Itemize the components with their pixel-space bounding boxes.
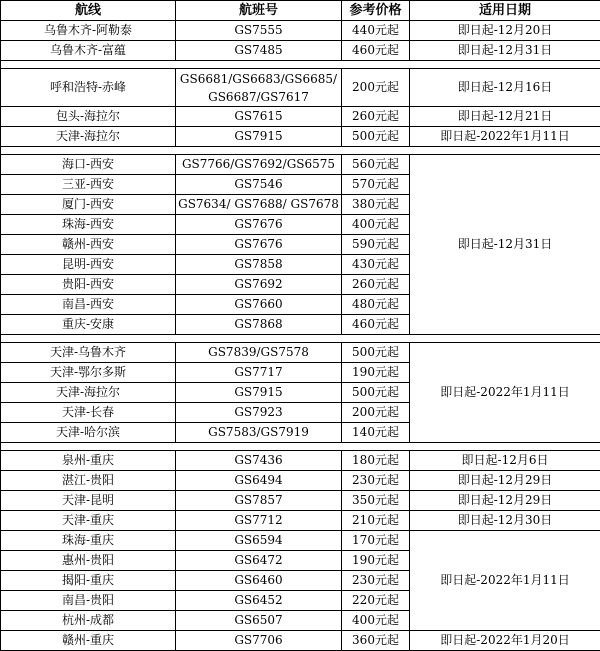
price-cell: 460元起 — [342, 41, 410, 61]
fare-row — [1, 107, 600, 127]
price-cell: 430元起 — [342, 255, 410, 275]
price-cell: 230元起 — [342, 471, 410, 491]
price-cell: 260元起 — [342, 275, 410, 295]
spacer-cell — [1, 147, 600, 155]
flight-number-cell: GS7868 — [176, 315, 342, 335]
price-cell: 200元起 — [342, 69, 410, 107]
price-cell: 210元起 — [342, 511, 410, 531]
price-cell: 200元起 — [342, 403, 410, 423]
route-cell: 杭州-成都 — [1, 611, 176, 631]
price-cell: 500元起 — [342, 343, 410, 363]
period-cell: 即日起-12月21日 — [410, 107, 600, 127]
flight-number-cell: GS7915 — [176, 127, 342, 147]
flight-number-cell: GS7706 — [176, 631, 342, 651]
flight-number-cell: GS7712 — [176, 511, 342, 531]
route-cell: 南昌-西安 — [1, 295, 176, 315]
spacer-cell — [1, 61, 600, 69]
price-cell: 380元起 — [342, 195, 410, 215]
route-cell: 贵阳-西安 — [1, 275, 176, 295]
route-cell: 湛江-贵阳 — [1, 471, 176, 491]
flight-number-cell: GS7634/ GS7688/ GS7678 — [176, 195, 342, 215]
group-spacer-row — [1, 61, 600, 69]
fare-row — [1, 21, 600, 41]
flight-number-cell: GS7555 — [176, 21, 342, 41]
period-cell: 即日起-12月31日 — [410, 155, 600, 335]
price-cell: 500元起 — [342, 127, 410, 147]
price-cell: 400元起 — [342, 611, 410, 631]
period-cell: 即日起-2022年1月11日 — [410, 127, 600, 147]
flight-number-cell: GS7858 — [176, 255, 342, 275]
route-cell: 珠海-重庆 — [1, 531, 176, 551]
route-cell: 南昌-贵阳 — [1, 591, 176, 611]
price-cell: 480元起 — [342, 295, 410, 315]
flight-number-cell: GS7717 — [176, 363, 342, 383]
route-cell: 珠海-西安 — [1, 215, 176, 235]
route-cell: 泉州-重庆 — [1, 451, 176, 471]
route-cell: 三亚-西安 — [1, 175, 176, 195]
period-cell: 即日起-2022年1月20日 — [410, 631, 600, 651]
flight-header: 航班号 — [176, 1, 342, 21]
period-cell: 即日起-2022年1月11日 — [410, 343, 600, 443]
group-spacer-row — [1, 443, 600, 451]
price-cell: 560元起 — [342, 155, 410, 175]
route-cell: 厦门-西安 — [1, 195, 176, 215]
flight-number-cell: GS6452 — [176, 591, 342, 611]
price-cell: 170元起 — [342, 531, 410, 551]
period-cell: 即日起-12月6日 — [410, 451, 600, 471]
fare-row — [1, 127, 600, 147]
price-cell: 400元起 — [342, 215, 410, 235]
route-cell: 呼和浩特-赤峰 — [1, 69, 176, 107]
price-cell: 360元起 — [342, 631, 410, 651]
period-cell: 即日起-12月31日 — [410, 41, 600, 61]
route-cell: 包头-海拉尔 — [1, 107, 176, 127]
route-cell: 天津-鄂尔多斯 — [1, 363, 176, 383]
spacer-cell — [1, 443, 600, 451]
flight-number-cell: GS7676 — [176, 235, 342, 255]
header-row — [1, 1, 600, 21]
price-cell: 440元起 — [342, 21, 410, 41]
fare-row — [1, 511, 600, 531]
route-cell: 天津-海拉尔 — [1, 127, 176, 147]
fare-row — [1, 343, 600, 363]
flight-number-cell: GS6460 — [176, 571, 342, 591]
flight-number-cell: GS7923 — [176, 403, 342, 423]
price-header: 参考价格 — [342, 1, 410, 21]
price-cell: 350元起 — [342, 491, 410, 511]
route-cell: 重庆-安康 — [1, 315, 176, 335]
flight-number-cell: GS6494 — [176, 471, 342, 491]
period-cell: 即日起-12月30日 — [410, 511, 600, 531]
flight-number-cell: GS7692 — [176, 275, 342, 295]
spacer-cell — [1, 335, 600, 343]
price-cell: 260元起 — [342, 107, 410, 127]
fare-row — [1, 41, 600, 61]
flight-number-cell: GS7485 — [176, 41, 342, 61]
price-cell: 500元起 — [342, 383, 410, 403]
flight-number-cell: GS7546 — [176, 175, 342, 195]
flight-number-cell: GS6594 — [176, 531, 342, 551]
route-cell: 天津-长春 — [1, 403, 176, 423]
flight-number-cell: GS7660 — [176, 295, 342, 315]
period-cell: 即日起-12月29日 — [410, 491, 600, 511]
flight-number-cell: GS6507 — [176, 611, 342, 631]
price-cell: 190元起 — [342, 363, 410, 383]
fare-row — [1, 155, 600, 175]
flight-number-cell: GS7839/GS7578 — [176, 343, 342, 363]
price-cell: 460元起 — [342, 315, 410, 335]
route-cell: 昆明-西安 — [1, 255, 176, 275]
route-cell: 天津-哈尔滨 — [1, 423, 176, 443]
fare-row — [1, 471, 600, 491]
route-cell: 揭阳-重庆 — [1, 571, 176, 591]
price-cell: 590元起 — [342, 235, 410, 255]
flight-number-cell: GS7436 — [176, 451, 342, 471]
price-cell: 180元起 — [342, 451, 410, 471]
flight-number-cell: GS7915 — [176, 383, 342, 403]
fare-row — [1, 491, 600, 511]
group-spacer-row — [1, 335, 600, 343]
price-cell: 140元起 — [342, 423, 410, 443]
flight-number-cell: GS7676 — [176, 215, 342, 235]
period-cell: 即日起-12月29日 — [410, 471, 600, 491]
route-cell: 天津-海拉尔 — [1, 383, 176, 403]
route-cell: 乌鲁木齐-阿勒泰 — [1, 21, 176, 41]
route-cell: 海口-西安 — [1, 155, 176, 175]
route-cell: 天津-重庆 — [1, 511, 176, 531]
route-cell: 赣州-重庆 — [1, 631, 176, 651]
period-cell: 即日起-12月16日 — [410, 69, 600, 107]
flight-number-cell: GS7766/GS7692/GS6575 — [176, 155, 342, 175]
price-cell: 220元起 — [342, 591, 410, 611]
group-spacer-row — [1, 147, 600, 155]
fare-table-body — [1, 1, 600, 651]
route-cell: 乌鲁木齐-富蕴 — [1, 41, 176, 61]
flight-number-cell: GS7615 — [176, 107, 342, 127]
period-cell: 即日起-2022年1月11日 — [410, 531, 600, 631]
fare-row — [1, 451, 600, 471]
period-header: 适用日期 — [410, 1, 600, 21]
fare-row — [1, 531, 600, 551]
flight-number-cell: GS6681/GS6683/GS6685/GS6687/GS7617 — [176, 69, 342, 107]
route-header: 航线 — [1, 1, 176, 21]
route-cell: 天津-昆明 — [1, 491, 176, 511]
flight-number-cell: GS6472 — [176, 551, 342, 571]
flight-number-cell: GS7857 — [176, 491, 342, 511]
period-cell: 即日起-12月20日 — [410, 21, 600, 41]
price-cell: 570元起 — [342, 175, 410, 195]
route-cell: 赣州-西安 — [1, 235, 176, 255]
route-cell: 惠州-贵阳 — [1, 551, 176, 571]
price-cell: 190元起 — [342, 551, 410, 571]
route-cell: 天津-乌鲁木齐 — [1, 343, 176, 363]
flight-number-cell: GS7583/GS7919 — [176, 423, 342, 443]
price-cell: 230元起 — [342, 571, 410, 591]
fare-row — [1, 69, 600, 107]
